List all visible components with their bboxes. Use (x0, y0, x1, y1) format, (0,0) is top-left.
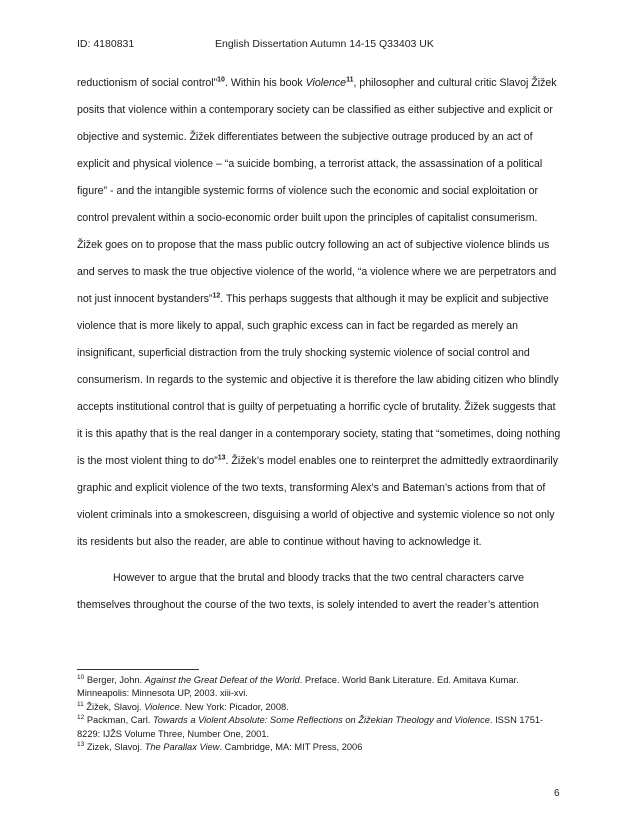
footnote-details: . Cambridge, MA: MIT Press, 2006 (219, 742, 363, 753)
footnote-author: Žižek, Slavoj. (83, 701, 145, 712)
footnote-details: . New York: Picador, 2008. (179, 701, 289, 712)
footnote-details: . Preface. World Bank Literature. Ed. Amitava Kumar. Minneapolis: Minnesota UP, 2003. xiii-xvi. (77, 675, 519, 699)
footnote (77, 714, 561, 741)
footnote-number: 11 (77, 700, 84, 708)
p1-text-d: . This perhaps suggests that although it may be explicit and subjective violence that is more likely to appal, such graphic excess can in fact be regarded as merely an insignificant, superficial distraction from the truly shocking systemic violence of social control and consumerism. In regards to the systemic and objective it is therefore the law abiding citizen who blindly accepts institutional control that is guilty of perpetuating a horrific cycle of brutality. Žižek suggests that it is this apathy that is the real danger in a contemporary society, stating that “sometimes, doing nothing is the most violent thing to do” (77, 293, 561, 467)
student-id: ID: 4180831 (77, 38, 135, 50)
footnote-title: Towards a Violent Absolute: Some Reflections on Žižekian Theology and Violence (152, 715, 490, 726)
footnote-ref-12: 12 (212, 292, 221, 300)
book-title-violence: Violence (305, 77, 347, 89)
footnote (77, 701, 561, 714)
header-title: English Dissertation Autumn 14-15 Q33403 UK (215, 38, 434, 50)
footnote-ref-13: 13 (217, 454, 226, 462)
footnote (77, 674, 561, 701)
paragraph-1 (77, 70, 561, 556)
p1-text-c: , philosopher and cultural critic Slavoj Žižek posits that violence within a contemporary society can be classified as either subjective and explicit or objective and systemic. Žižek differentiates between the subjective outrage produced by an act of explicit and physical violence – “a suicide bombing, a terrorist attack, the assassination of a political figure” - and the intangible systemic forms of violence such the economic and social exploitation or control prevalent within a socio-economic order built upon the principles of capitalist consumerism. Žižek goes on to propose that the mass public outcry following an act of subjective violence blinds us and serves to mask the true objective violence of the world, “a violence where we are perpetrators and not just innocent bystanders” (77, 77, 557, 305)
footnote (77, 741, 561, 754)
footnote-ref-10: 10 (217, 76, 225, 84)
body-text (77, 70, 561, 619)
footnote-author: Berger, John. (84, 675, 145, 685)
footnote-separator (77, 669, 199, 670)
page-header (77, 38, 568, 54)
footnote-details: . ISSN 1751-8229: IJŽS Volume Three, Number One, 2001. (77, 715, 544, 739)
page-number: 6 (554, 788, 560, 799)
footnote-number: 12 (77, 714, 85, 722)
footnote-title: The Parallax View (144, 742, 220, 753)
paragraph-2: However to argue that the brutal and bloody tracks that the two central characters carve themselves throughout the course of the two texts, is solely intended to avert the reader’s attention (77, 572, 539, 611)
footnote-author: Zizek, Slavoj. (84, 742, 145, 753)
p1-text-a: reductionism of social control” (77, 77, 218, 89)
footnote-number: 10 (77, 673, 85, 681)
footnote-number: 13 (77, 740, 85, 748)
p1-text-e: . Žižek’s model enables one to reinterpret the admittedly extraordinarily graphic and explicit violence of the two texts, transforming Alex’s and Bateman’s actions from that of violent criminals into a smokescreen, disguising a world of objective and systemic violence so not only its residents but also the reader, are able to continue without having to acknowledge it. (77, 455, 559, 548)
footnote-title: Against the Great Defeat of the World (144, 675, 300, 685)
footnote-ref-11: 11 (346, 76, 354, 84)
p1-text-b: . Within his book (224, 77, 306, 89)
footnotes (77, 674, 561, 754)
footnote-author: Packman, Carl. (84, 715, 153, 726)
footnote-title: Violence (144, 701, 180, 712)
